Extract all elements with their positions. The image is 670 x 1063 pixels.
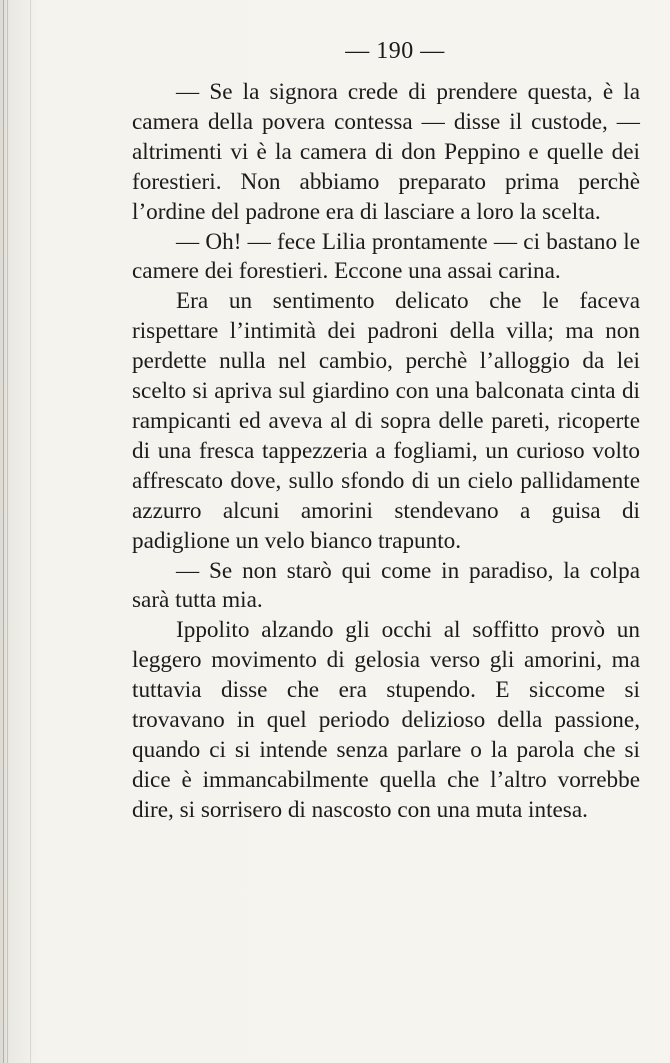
binding-edge-line: [3, 0, 4, 1063]
page-number: — 190 —: [345, 38, 445, 64]
paragraph: — Oh! — fece Lilia prontamente — ci bastano le camere dei forestieri. Eccone una assai carina.: [132, 228, 640, 285]
paragraph: — Se non starò qui come in paradiso, la colpa sarà tutta mia.: [132, 557, 640, 614]
binding-edge-line: [30, 0, 31, 1063]
paragraph: — Se la signora crede di prendere questa, è la camera della povera contessa — disse il custode, — altrimenti vi è la camera di don Peppino e quelle dei forestieri. Non abbiamo preparato prima perchè l’ordine del padrone era di lasciare a loro la scelta.: [132, 79, 640, 225]
body-text: [132, 78, 640, 826]
binding-edge-line: [7, 0, 8, 1063]
paragraph: Era un sentimento delicato che le faceva rispettare l’intimità dei padroni della villa; ma non perdette nulla nel cambio, perchè l’alloggio da lei scelto si apriva sul giardino con una balconata cinta di rampicanti ed aveva al di sopra delle pareti, ricoperte di una fresca tappezzeria a fogliami, un curioso volto affrescato dove, sullo sfondo di un cielo pallidamente azzurro alcuni amorini stendevano a guisa di padiglione un velo bianco trapunto.: [132, 288, 640, 554]
paragraph: Ippolito alzando gli occhi al soffitto provò un leggero movimento di gelosia verso gli amorini, ma tuttavia disse che era stupendo. E siccome si trovavano in quel periodo delizioso della passione, quando ci si intende senza parlare o la parola che si dice è immancabilmente quella che l’altro vorrebbe dire, si sorrisero di nascosto con una muta intesa.: [132, 617, 640, 823]
